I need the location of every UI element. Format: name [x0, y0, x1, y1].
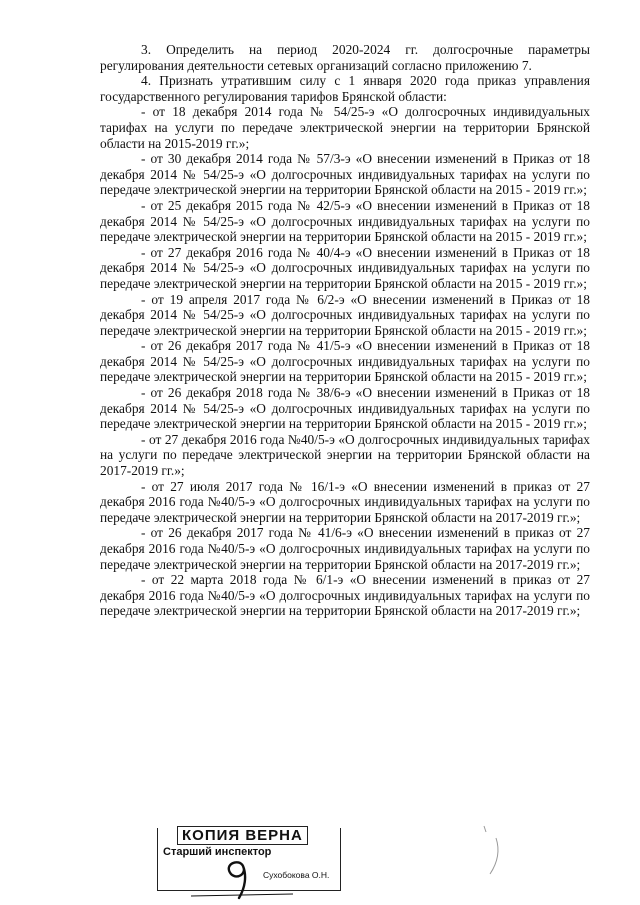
list-item: - от 26 декабря 2018 года № 38/6-э «О внесении изменений в Приказ от 18 декабря 2014 № 54/25-э «О долгосрочных индивидуальных тарифах на услуги по передаче электрической энергии на территории Брянской области на 2015 - 2019 гг.»;: [100, 385, 590, 432]
stamp-role: Старший инспектор: [163, 846, 272, 858]
stamp-name: Сухобокова О.Н.: [263, 870, 330, 880]
list-item: - от 26 декабря 2017 года № 41/5-э «О внесении изменений в Приказ от 18 декабря 2014 № 54/25-э «О долгосрочных индивидуальных тарифах на услуги по передаче электрической энергии на территории Брянской области на 2015 - 2019 гг.»;: [100, 338, 590, 385]
paragraph-3: 3. Определить на период 2020-2024 гг. долгосрочные параметры регулирования деятельности сетевых организаций согласно приложению 7.: [100, 42, 590, 73]
paragraph-4: 4. Признать утратившим силу с 1 января 2020 года приказ управления государственного регулирования тарифов Брянской области:: [100, 73, 590, 104]
page-edge-mark-icon: [470, 820, 510, 880]
list-item: - от 25 декабря 2015 года № 42/5-э «О внесении изменений в Приказ от 18 декабря 2014 № 54/25-э «О долгосрочных индивидуальных тарифах на услуги по передаче электрической энергии на территории Брянской области на 2015 - 2019 гг.»;: [100, 197, 590, 245]
list-item: - от 27 декабря 2016 года № 40/4-э «О внесении изменений в Приказ от 18 декабря 2014 № 54/25-э «О долгосрочных индивидуальных тарифах на услуги по передаче электрической энергии на территории Брянской области на 2015 - 2019 гг.»;: [100, 244, 590, 291]
list-item: - от 22 марта 2018 года № 6/1-э «О внесении изменений в приказ от 27 декабря 2016 года №40/5-э «О долгосрочных индивидуальных тарифах на услуги по передаче электрической энергии на территории Брянской области на 2017-2019 гг.»;: [100, 572, 590, 619]
stamp-title: КОПИЯ ВЕРНА: [177, 826, 308, 845]
list-item: - от 18 декабря 2014 года № 54/25-э «О долгосрочных индивидуальных тарифах на услуги по передаче электрической энергии на территории Брянской области на 2015-2019 гг.»;: [100, 104, 590, 151]
list-item: - от 27 июля 2017 года № 16/1-э «О внесении изменений в приказ от 27 декабря 2016 года №40/5-э «О долгосрочных индивидуальных тарифах на услуги по передаче электрической энергии на территории Брянской области на 2017-2019 гг.»;: [100, 478, 590, 525]
document-body: [100, 42, 590, 619]
list-item: - от 19 апреля 2017 года № 6/2-э «О внесении изменений в Приказ от 18 декабря 2014 № 54/25-э «О долгосрочных индивидуальных тарифах на услуги по передаче электрической энергии на территории Брянской области на 2015 - 2019 гг.»;: [100, 291, 590, 338]
signature-icon: [187, 850, 297, 900]
list-item: - от 30 декабря 2014 года № 57/3-э «О внесении изменений в Приказ от 18 декабря 2014 № 54/25-э «О долгосрочных индивидуальных тарифах на услуги по передаче электрической энергии на территории Брянской области на 2015 - 2019 гг.»;: [100, 151, 590, 198]
copy-certification-stamp: [157, 828, 347, 898]
list-item: - от 26 декабря 2017 года № 41/6-э «О внесении изменений в приказ от 27 декабря 2016 года №40/5-э «О долгосрочных индивидуальных тарифах на услуги по передаче электрической энергии на территории Брянской области на 2017-2019 гг.»;: [100, 525, 590, 572]
list-item: - от 27 декабря 2016 года №40/5-э «О долгосрочных индивидуальных тарифах на услуги по передаче электрической энергии на территории Брянской области на 2017-2019 гг.»;: [100, 431, 590, 479]
